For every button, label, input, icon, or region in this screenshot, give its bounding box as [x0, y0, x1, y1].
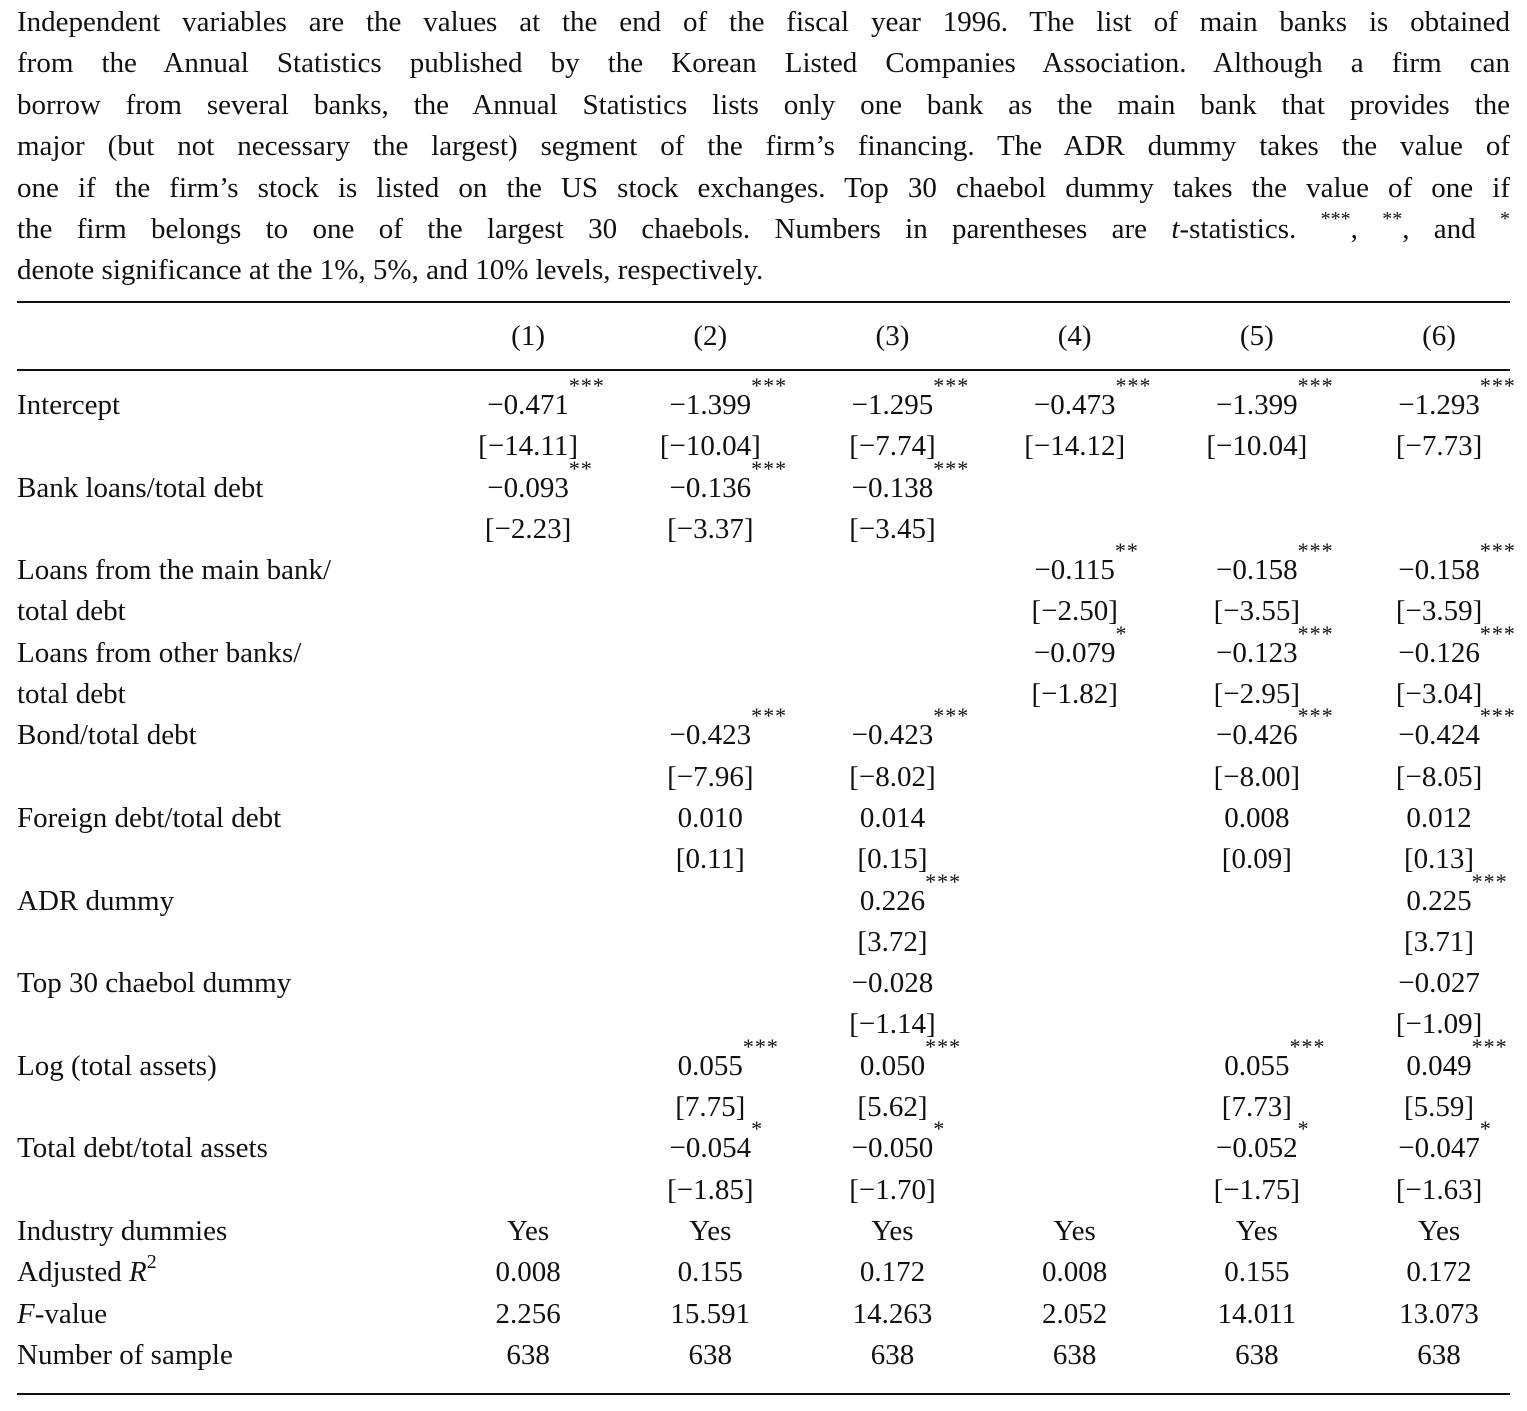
coefficient: −0.050 * [851, 1116, 946, 1165]
top-rule [17, 301, 1510, 303]
t-statistic: [−10.04] [659, 430, 761, 463]
t-statistic [619, 922, 801, 963]
coefficient-cell [984, 620, 1166, 674]
coefficient-cell [1166, 468, 1348, 509]
coefficient: −0.136 *** [669, 455, 788, 504]
table-row [17, 881, 1527, 922]
t-statistic [437, 1004, 619, 1045]
summary-value: 638 [688, 1338, 733, 1371]
summary-value: 0.008 [1042, 1256, 1108, 1289]
row-label: Foreign debt/total debt [17, 801, 282, 834]
table-row [17, 963, 1527, 1004]
t-statistic: [7.75] [675, 1091, 746, 1124]
t-statistic: [−7.73] [1395, 430, 1483, 463]
header-rule [17, 369, 1510, 371]
coefficient-cell [1348, 1033, 1527, 1087]
row-label: Total debt/total assets [17, 1132, 268, 1165]
coefficient: −1.293 *** [1398, 373, 1516, 421]
coefficient-cell [1348, 798, 1527, 839]
coefficient-cell [1166, 881, 1348, 922]
summary-value: Yes [1417, 1214, 1461, 1247]
summary-value: 2.256 [495, 1297, 561, 1330]
column-header-2: (2) [693, 320, 728, 352]
caption-line: Independent variables are the values at the end of the fiscal year 1996. The list of main banks is obtained [17, 6, 1510, 38]
coefficient-cell [437, 455, 619, 509]
row-label-continued [17, 509, 437, 550]
coefficient-cell [1348, 373, 1527, 426]
t-statistic: [−1.85] [667, 1173, 754, 1206]
coefficient: −1.399 *** [1216, 373, 1334, 421]
summary-value: 638 [1417, 1338, 1461, 1371]
significance-stars: *** [751, 373, 788, 398]
caption-text: -statistics. [1179, 213, 1321, 246]
table-row [17, 550, 1527, 591]
t-statistic: [−14.12] [1024, 430, 1126, 463]
coefficient-cell [801, 550, 983, 591]
t-statistic: [5.59] [1403, 1091, 1475, 1124]
caption-sig-10pct: * [1500, 208, 1510, 231]
coefficient: −0.423 *** [851, 703, 970, 752]
t-statistic: [−1.14] [849, 1008, 936, 1041]
t-statistic: [−8.00] [1213, 760, 1301, 793]
summary-label [17, 1252, 437, 1293]
coefficient-cell [801, 798, 983, 839]
row-label: ADR dummy [17, 884, 175, 917]
label-superscript: 2 [146, 1251, 157, 1274]
significance-stars: *** [1297, 620, 1334, 646]
significance-stars: ** [568, 455, 593, 481]
coefficient: −0.471 *** [487, 373, 605, 421]
coefficient-cell [801, 1033, 983, 1087]
coefficient-cell [619, 550, 801, 591]
caption-t-italic: t [1171, 213, 1180, 246]
caption-line [17, 209, 1510, 250]
summary-value: Yes [689, 1214, 732, 1247]
coefficient: −0.158 *** [1398, 538, 1516, 587]
table-row [17, 757, 1527, 798]
coefficient: −0.052 * [1216, 1116, 1310, 1165]
coefficient: −0.093 ** [487, 455, 593, 504]
coefficient-cell [437, 1128, 619, 1169]
t-statistic [619, 591, 801, 632]
coefficient-cell [984, 963, 1166, 1004]
caption-line: denote significance at the 1%, 5%, and 10% levels, respectively. [17, 254, 764, 287]
summary-label: Number of sample [17, 1338, 233, 1371]
coefficient: 0.010 [677, 801, 743, 834]
significance-stars: *** [1471, 1033, 1508, 1059]
coefficient-cell [984, 538, 1166, 591]
t-statistic: [0.13] [1403, 843, 1475, 876]
t-statistic: [−7.96] [667, 760, 754, 793]
significance-stars: *** [568, 373, 605, 398]
t-statistic [437, 1170, 619, 1211]
coefficient-cell [801, 963, 983, 1004]
coefficient-cell [1166, 538, 1348, 591]
t-statistic [437, 674, 619, 715]
caption-text: the firm belongs to one of the largest 30 chaebols. Numbers in parentheses are [17, 213, 1172, 246]
t-statistic: [−3.59] [1395, 595, 1483, 628]
coefficient: −0.473 *** [1033, 373, 1152, 421]
significance-stars: *** [1479, 703, 1516, 729]
coefficient: −0.027 [1398, 967, 1480, 1000]
t-statistic: [5.62] [857, 1091, 928, 1124]
summary-value: 13.073 [1399, 1297, 1479, 1330]
table-row [17, 633, 1527, 674]
coefficient-cell [1166, 1033, 1348, 1087]
summary-label [17, 1294, 437, 1335]
summary-value: Yes [1235, 1214, 1278, 1247]
coefficient-cell [437, 550, 619, 591]
t-statistic: [−10.04] [1206, 430, 1308, 463]
coefficient-cell [801, 1116, 983, 1169]
summary-value: 2.052 [1042, 1297, 1108, 1330]
significance-stars: *** [742, 1033, 779, 1059]
column-header-1: (1) [511, 320, 545, 352]
coefficient: 0.226 *** [859, 868, 962, 917]
summary-value: 0.172 [859, 1256, 926, 1289]
t-statistic: [−14.11] [478, 430, 579, 463]
regression-table [17, 373, 1527, 1376]
coefficient: 0.055 *** [677, 1033, 779, 1082]
column-header-6: (6) [1422, 320, 1456, 352]
coefficient: −0.138 *** [851, 455, 970, 504]
coefficient: −0.115 ** [1034, 538, 1139, 587]
significance-stars: * [1297, 1116, 1310, 1142]
summary-value: 638 [506, 1338, 550, 1371]
row-label-continued [17, 1004, 437, 1045]
coefficient-cell [1166, 963, 1348, 1004]
t-statistic: [−1.63] [1395, 1173, 1483, 1206]
summary-row-f [17, 1294, 1527, 1335]
t-statistic: [−2.95] [1213, 678, 1301, 711]
coefficient: −0.047 * [1398, 1116, 1492, 1165]
significance-stars: *** [1471, 868, 1508, 894]
t-statistic [984, 839, 1166, 880]
caption-sig-5pct: ** [1382, 208, 1403, 231]
table-row [17, 1128, 1527, 1169]
summary-value: Yes [506, 1214, 550, 1247]
summary-value: 14.011 [1217, 1297, 1297, 1330]
summary-value: Yes [1053, 1214, 1096, 1247]
coefficient-cell [1348, 868, 1527, 922]
coefficient-cell [984, 881, 1166, 922]
t-statistic: [−1.09] [1395, 1008, 1483, 1041]
summary-value: 14.263 [852, 1297, 933, 1330]
coefficient: 0.055 *** [1224, 1033, 1326, 1082]
summary-label: Industry dummies [17, 1214, 228, 1247]
coefficient-cell [619, 373, 801, 426]
coefficient-cell [801, 373, 983, 426]
column-header-4: (4) [1057, 320, 1092, 352]
row-label-continued: total debt [17, 595, 126, 628]
row-label: Bond/total debt [17, 719, 197, 752]
label-italic: F [17, 1297, 35, 1330]
significance-stars: *** [1479, 620, 1516, 646]
t-statistic: [−1.82] [1031, 678, 1118, 711]
summary-row-n [17, 1335, 1527, 1376]
t-statistic [984, 757, 1166, 798]
coefficient-cell [619, 881, 801, 922]
coefficient-cell [1348, 468, 1527, 509]
header-blank [17, 316, 437, 356]
t-statistic: [0.15] [857, 843, 928, 876]
row-label: Bank loans/total debt [17, 471, 264, 504]
coefficient-cell [801, 633, 983, 674]
summary-value: 0.155 [1224, 1256, 1290, 1289]
t-statistic: [−1.70] [849, 1173, 936, 1206]
page [17, 0, 1516, 1371]
column-header [17, 316, 1527, 356]
coefficient-cell [1348, 538, 1527, 591]
row-label: Loans from the main bank/ [17, 554, 332, 587]
row-label-continued [17, 839, 437, 880]
coefficient-cell [619, 798, 801, 839]
coefficient: −0.028 [851, 967, 934, 1000]
t-statistic: [0.11] [675, 843, 745, 876]
coefficient-cell [1348, 703, 1527, 756]
coefficient: −0.126 *** [1398, 620, 1516, 669]
table-row [17, 1046, 1527, 1087]
t-statistic: [−2.23] [484, 512, 572, 545]
coefficient: 0.225 *** [1406, 868, 1508, 917]
summary-row-r2 [17, 1252, 1527, 1293]
t-statistic [984, 922, 1166, 963]
summary-row-industry [17, 1211, 1527, 1252]
significance-stars: *** [1297, 373, 1334, 398]
t-statistic: [3.71] [1403, 925, 1475, 958]
coefficient: 0.012 [1406, 801, 1472, 834]
row-label: Log (total assets) [17, 1049, 217, 1082]
coefficient: −0.426 *** [1216, 703, 1334, 752]
coefficient-cell [619, 633, 801, 674]
table-caption [17, 0, 1510, 292]
significance-stars: * [1479, 1116, 1492, 1142]
row-label: Top 30 chaebol dummy [17, 967, 292, 1000]
t-statistic [437, 839, 619, 880]
caption-sig-1pct: *** [1320, 208, 1351, 231]
row-label-continued [17, 426, 437, 467]
summary-value: 0.155 [677, 1256, 743, 1289]
table-row [17, 1170, 1527, 1211]
t-statistic [437, 591, 619, 632]
coefficient-cell [984, 715, 1166, 756]
significance-stars: *** [751, 703, 788, 729]
header-row [17, 316, 1527, 356]
t-statistic: [−2.50] [1031, 595, 1118, 628]
coefficient-cell [801, 455, 983, 509]
summary-value: Yes [871, 1214, 914, 1247]
t-statistic [1166, 922, 1348, 963]
table-row [17, 839, 1527, 880]
significance-stars: *** [1297, 538, 1334, 564]
summary-value: 0.008 [495, 1256, 561, 1289]
row-label: Loans from other banks/ [17, 636, 302, 669]
significance-stars: *** [925, 868, 962, 894]
coefficient: 0.050 *** [859, 1033, 962, 1082]
t-statistic: [−3.55] [1213, 595, 1301, 628]
table-row [17, 922, 1527, 963]
row-label-continued [17, 757, 437, 798]
caption-line: major (but not necessary the largest) segment of the firm’s financing. The ADR dummy takes the value of [17, 130, 1510, 163]
summary-value: 0.172 [1406, 1256, 1472, 1289]
t-statistic: [−7.74] [849, 430, 936, 463]
coefficient-cell [1348, 1116, 1527, 1169]
coefficient-cell [1166, 620, 1348, 674]
significance-stars: *** [933, 455, 970, 481]
label-italic: R [128, 1256, 147, 1289]
coefficient-cell [984, 373, 1166, 426]
coefficient-cell [1348, 963, 1527, 1004]
summary-value: 638 [1052, 1338, 1097, 1371]
coefficient-cell [619, 1033, 801, 1087]
t-statistic [984, 1170, 1166, 1211]
t-statistic: [−3.04] [1395, 678, 1483, 711]
coefficient-cell [437, 963, 619, 1004]
coefficient: 0.014 [859, 801, 926, 834]
coefficient: −0.054 * [669, 1116, 764, 1165]
summary-value: 638 [1235, 1338, 1279, 1371]
coefficient-cell [437, 373, 619, 426]
coefficient-cell [1166, 798, 1348, 839]
caption-text: , and [1402, 213, 1500, 246]
significance-stars: * [1115, 620, 1128, 646]
t-statistic [984, 1087, 1166, 1128]
coefficient: 0.049 *** [1406, 1033, 1508, 1082]
coefficient: −1.399 *** [669, 373, 788, 421]
table-row [17, 798, 1527, 839]
column-header-5: (5) [1239, 320, 1274, 352]
table-row [17, 715, 1527, 756]
row-label-continued [17, 1087, 437, 1128]
coefficient-cell [437, 798, 619, 839]
coefficient-cell [619, 963, 801, 1004]
summary-value: 15.591 [670, 1297, 751, 1330]
table-row [17, 468, 1527, 509]
coefficient-cell [984, 798, 1166, 839]
coefficient: −0.158 *** [1216, 538, 1334, 587]
significance-stars: *** [1297, 703, 1334, 729]
caption-line: one if the firm’s stock is listed on the US stock exchanges. Top 30 chaebol dummy takes the value of one if [17, 171, 1510, 204]
row-label-continued [17, 1170, 437, 1211]
coefficient: −0.079 * [1033, 620, 1128, 669]
t-statistic: [−1.75] [1213, 1173, 1301, 1206]
t-statistic [437, 757, 619, 798]
significance-stars: *** [1479, 538, 1516, 564]
coefficient-cell [437, 715, 619, 756]
coefficient-cell [801, 703, 983, 756]
significance-stars: * [751, 1116, 764, 1142]
coefficient-cell [1348, 620, 1527, 674]
label-text: -value [34, 1297, 108, 1330]
table-row [17, 385, 1527, 426]
coefficient-cell [437, 881, 619, 922]
t-statistic [437, 922, 619, 963]
t-statistic: [0.09] [1221, 843, 1292, 876]
t-statistic: [−8.02] [849, 760, 936, 793]
coefficient: 0.008 [1224, 801, 1290, 834]
significance-stars: *** [1289, 1033, 1326, 1059]
coefficient-cell [619, 455, 801, 509]
coefficient-cell [984, 1046, 1166, 1087]
significance-stars: *** [1115, 373, 1152, 398]
significance-stars: * [933, 1116, 946, 1142]
column-header-3: (3) [875, 320, 910, 352]
summary-value: 638 [870, 1338, 915, 1371]
coefficient-cell [437, 1046, 619, 1087]
significance-stars: *** [933, 703, 970, 729]
coefficient: −0.423 *** [669, 703, 788, 752]
t-statistic: [−8.05] [1395, 760, 1483, 793]
coefficient-cell [619, 703, 801, 756]
coefficient-cell [1166, 703, 1348, 756]
coefficient-cell [619, 1116, 801, 1169]
coefficient-cell [1166, 373, 1348, 426]
row-label: Intercept [17, 389, 121, 421]
t-statistic [437, 1087, 619, 1128]
caption-text: , [1350, 213, 1383, 246]
t-statistic [984, 1004, 1166, 1045]
label-text: Adjusted [17, 1256, 129, 1289]
coefficient-cell [984, 468, 1166, 509]
significance-stars: *** [925, 1033, 962, 1059]
coefficient: −1.295 *** [851, 373, 970, 421]
t-statistic [801, 591, 983, 632]
t-statistic: [−3.37] [667, 512, 754, 545]
coefficient-cell [437, 633, 619, 674]
coefficient-cell [801, 868, 983, 922]
row-label-continued: total debt [17, 678, 126, 711]
caption-line: borrow from several banks, the Annual Statistics lists only one bank as the main bank that provides the [17, 88, 1510, 121]
coefficient: −0.123 *** [1216, 620, 1334, 669]
coefficient-cell [1166, 1116, 1348, 1169]
bottom-rule [17, 1393, 1510, 1395]
row-label-continued [17, 922, 437, 963]
t-statistic: [3.72] [857, 925, 928, 958]
significance-stars: ** [1114, 538, 1139, 564]
significance-stars: *** [933, 373, 970, 398]
t-statistic: [−3.45] [849, 512, 936, 545]
t-statistic: [7.73] [1221, 1091, 1292, 1124]
coefficient: −0.424 *** [1398, 703, 1516, 752]
significance-stars: *** [1479, 373, 1516, 398]
significance-stars: *** [751, 455, 788, 481]
coefficient-cell [984, 1128, 1166, 1169]
caption-line: from the Annual Statistics published by the Korean Listed Companies Association. Although a firm can [17, 47, 1510, 80]
